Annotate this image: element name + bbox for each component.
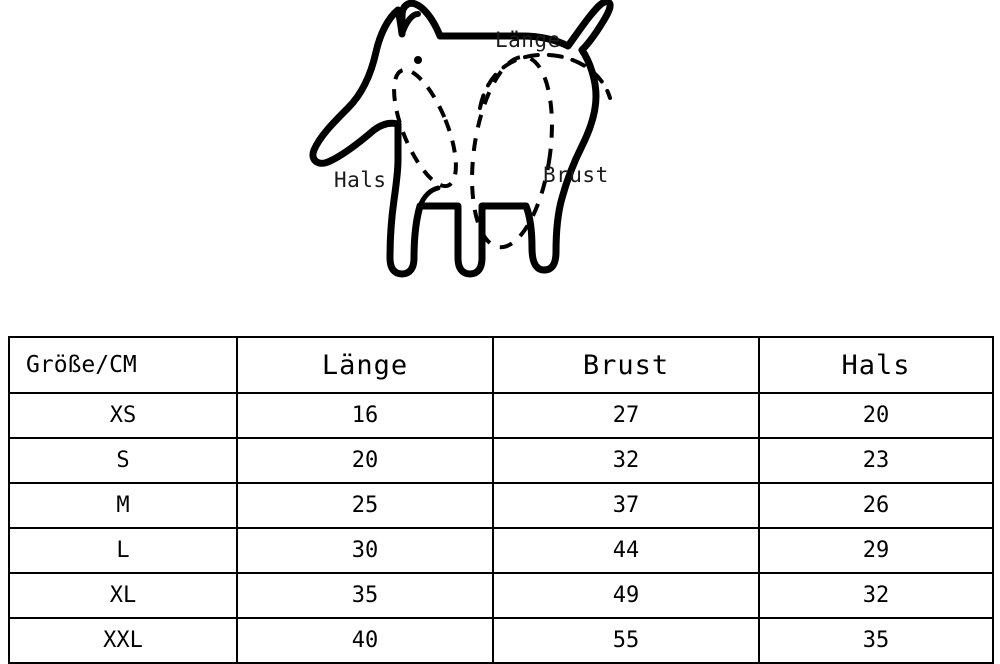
cell-length: 40	[237, 618, 493, 663]
table-row	[9, 483, 993, 528]
cell-size: XXL	[9, 618, 237, 663]
table-row	[9, 528, 993, 573]
cell-length: 20	[237, 438, 493, 483]
cell-neck: 35	[759, 618, 993, 663]
cell-chest: 44	[493, 528, 759, 573]
cell-length: 30	[237, 528, 493, 573]
cell-size: XS	[9, 393, 237, 438]
cell-neck: 23	[759, 438, 993, 483]
diagram-label-neck: Hals	[334, 168, 387, 192]
cell-neck: 26	[759, 483, 993, 528]
cell-size: S	[9, 438, 237, 483]
cell-chest: 37	[493, 483, 759, 528]
cell-neck: 29	[759, 528, 993, 573]
cell-size: M	[9, 483, 237, 528]
table-header-length: Länge	[237, 337, 493, 393]
table-header-chest: Brust	[493, 337, 759, 393]
table-row	[9, 573, 993, 618]
cell-size: XL	[9, 573, 237, 618]
cell-length: 25	[237, 483, 493, 528]
cell-length: 16	[237, 393, 493, 438]
chest-measure-line	[461, 52, 563, 253]
diagram-label-chest: Brust	[543, 163, 609, 187]
cell-neck: 20	[759, 393, 993, 438]
table-header-row	[9, 337, 993, 393]
cell-neck: 32	[759, 573, 993, 618]
cell-chest: 55	[493, 618, 759, 663]
cell-chest: 27	[493, 393, 759, 438]
size-table	[8, 336, 994, 664]
diagram-label-length: Länge	[495, 28, 561, 52]
cell-size: L	[9, 528, 237, 573]
cell-length: 35	[237, 573, 493, 618]
table-row	[9, 618, 993, 663]
table-header-size: Größe/CM	[9, 337, 237, 393]
table-header-neck: Hals	[759, 337, 993, 393]
measurement-diagram	[0, 0, 1000, 330]
table-row	[9, 438, 993, 483]
cell-chest: 32	[493, 438, 759, 483]
cell-chest: 49	[493, 573, 759, 618]
table-row	[9, 393, 993, 438]
